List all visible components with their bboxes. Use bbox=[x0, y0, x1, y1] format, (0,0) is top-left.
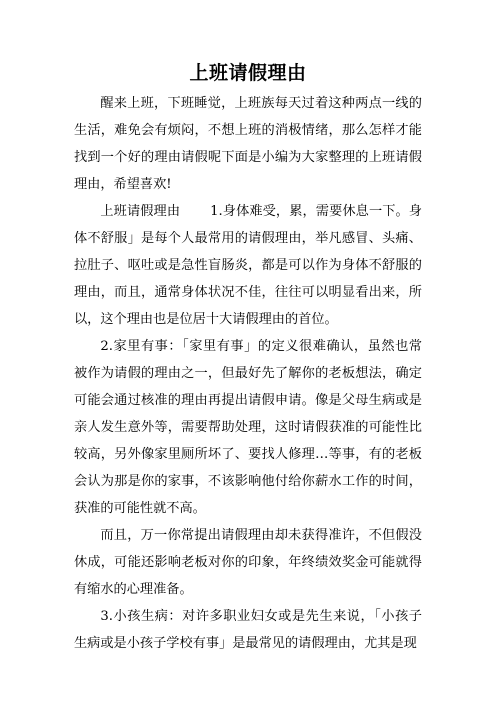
paragraph-lead: 上班请假理由 bbox=[100, 204, 181, 219]
paragraph-reason-1 bbox=[74, 198, 422, 333]
paragraph-intro: 醒来上班，下班睡觉，上班族每天过着这种两点一线的生活，难免会有烦闷，不想上班的消极情绪，那么怎样才能找到一个好的理由请假呢下面是小编为大家整理的上班请假理由，希望喜欢! bbox=[74, 96, 422, 192]
paragraph-reason-1-text: 1.身体难受，累，需要休息一下。身体不舒服」是每个人最常用的请假理由，举凡感冒、头痛、拉肚子、呕吐或是急性盲肠炎，都是可以作为身体不舒服的理由，而且，通常身体状况不佳，往往可以明显看出来，所以，这个理由也是位居十大请假理由的首位。 bbox=[74, 204, 422, 327]
paragraph-reason-2: 2.家里有事：「家里有事」的定义很难确认，虽然也常被作为请假的理由之一，但最好先了解你的老板想法，确定可能会通过核准的理由再提出请假申请。像是父母生病或是亲人发生意外等，需要帮助处理，这时请假获准的可能性比较高，另外像家里厕所坏了、要找人修理…等事，有的老板会认为那是你的家事，不该影响他付给你薪水工作的时间，获准的可能性就不高。 bbox=[74, 339, 422, 516]
paragraph-reason-2-followup: 而且，万一你常提出请假理由却未获得准许，不但假没休成，可能还影响老板对你的印象，年终绩效奖金可能就得有缩水的心理准备。 bbox=[74, 528, 422, 597]
paragraph-reason-3: 3.小孩生病：对许多职业妇女或是先生来说，「小孩子生病或是小孩子学校有事」是最常见的请假理由，尤其是现 bbox=[74, 609, 422, 651]
document-title: 上班请假理由 bbox=[189, 62, 307, 84]
